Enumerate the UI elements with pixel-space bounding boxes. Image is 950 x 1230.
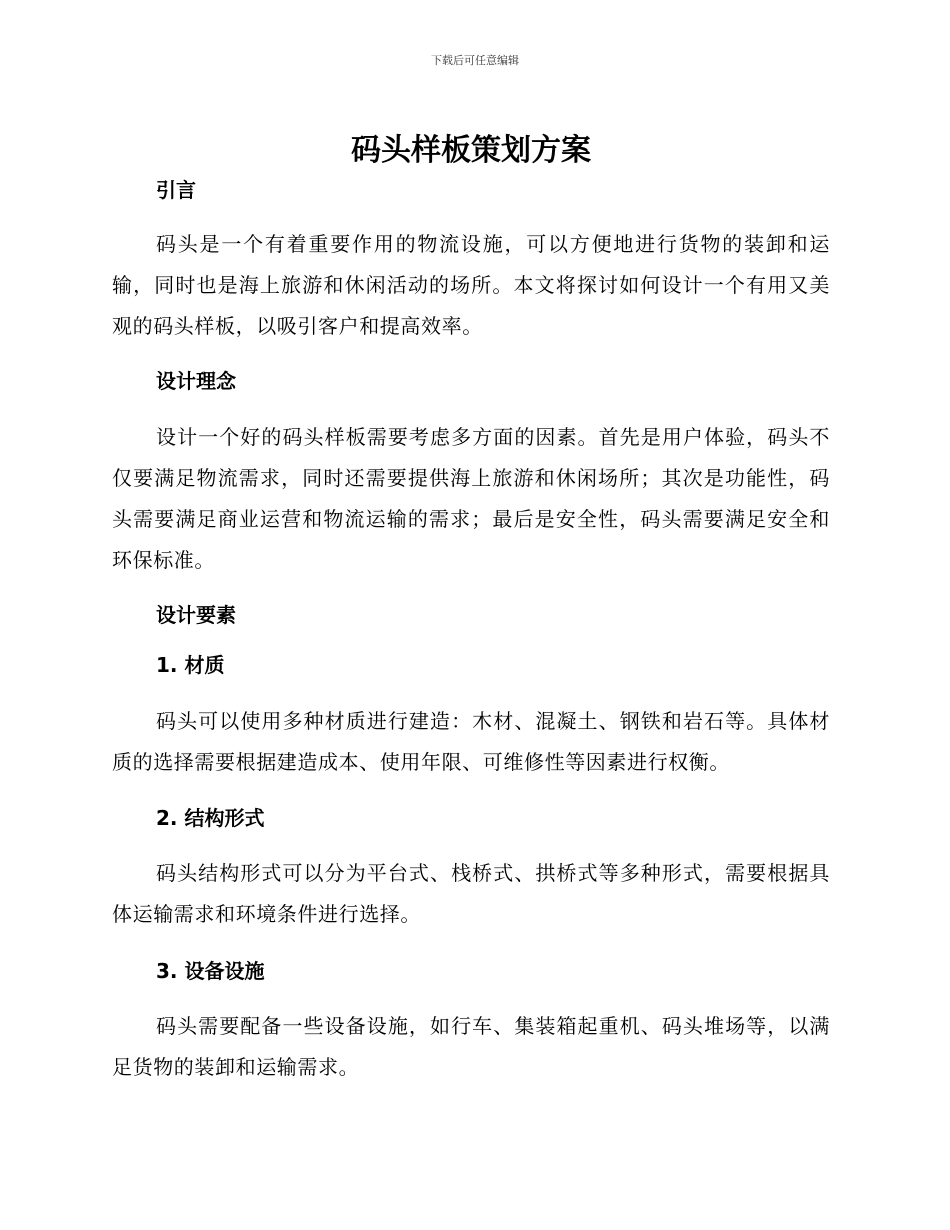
section-heading-concept: 设计理念 bbox=[156, 369, 236, 393]
subheading-material: 1. 材质 bbox=[156, 653, 225, 677]
document-title: 码头样板策划方案 bbox=[351, 133, 591, 168]
page-header-note: 下载后可任意编辑 bbox=[431, 54, 519, 67]
section-heading-elements: 设计要素 bbox=[156, 603, 236, 627]
subheading-structure: 2. 结构形式 bbox=[156, 806, 265, 830]
paragraph-concept: 设计一个好的码头样板需要考虑多方面的因素。首先是用户体验，码头不仅要满足物流需求，同时还需要提供海上旅游和休闲场所；其次是功能性，码头需要满足商业运营和物流运输的需求；最后是安全性，码头需要满足安全和环保标准。 bbox=[112, 425, 830, 572]
paragraph-intro: 码头是一个有着重要作用的物流设施，可以方便地进行货物的装卸和运输，同时也是海上旅游和休闲活动的场所。本文将探讨如何设计一个有用又美观的码头样板，以吸引客户和提高效率。 bbox=[112, 232, 830, 338]
paragraph-structure: 码头结构形式可以分为平台式、栈桥式、拱桥式等多种形式，需要根据具体运输需求和环境条件进行选择。 bbox=[112, 861, 830, 926]
document-body bbox=[112, 128, 830, 1088]
subheading-equipment: 3. 设备设施 bbox=[156, 959, 265, 983]
paragraph-material: 码头可以使用多种材质进行建造：木材、混凝土、钢铁和岩石等。具体材质的选择需要根据建造成本、使用年限、可维修性等因素进行权衡。 bbox=[112, 709, 830, 774]
section-heading-intro: 引言 bbox=[156, 178, 196, 202]
paragraph-equipment: 码头需要配备一些设备设施，如行车、集装箱起重机、码头堆场等，以满足货物的装卸和运输需求。 bbox=[112, 1014, 830, 1079]
